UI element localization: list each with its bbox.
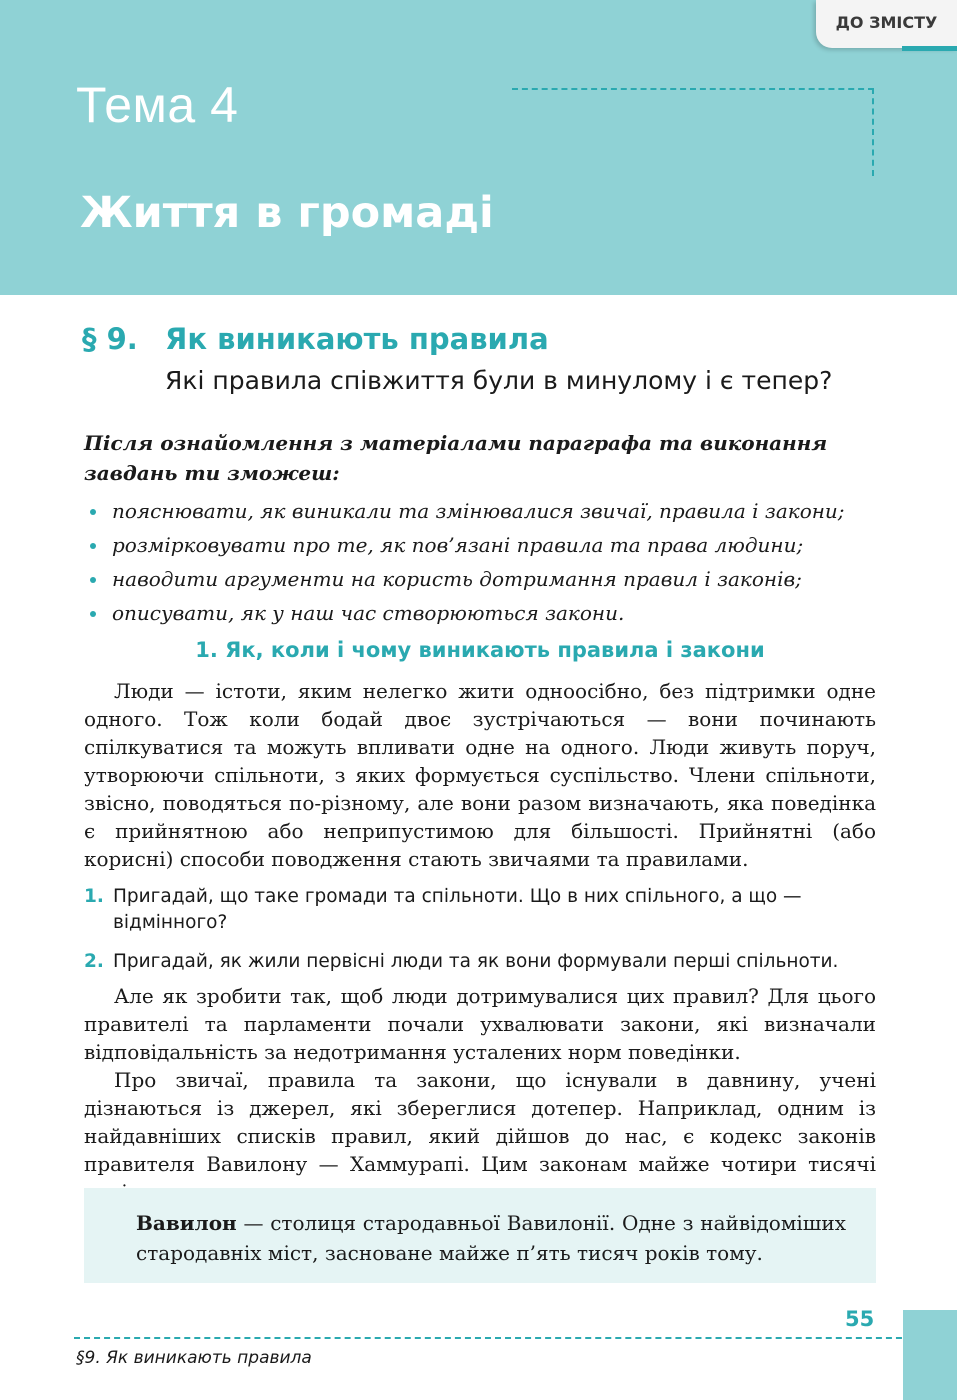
topic-banner	[0, 0, 957, 295]
definition-text: — столиця стародавньої Вавилонії. Одне з найвідоміших стародавніх міст, засноване майже п’ять тисяч років тому.	[136, 1211, 846, 1265]
page-number: 55	[845, 1307, 875, 1331]
footer-accent-strip	[903, 1310, 957, 1400]
question-text: Пригадай, як жили первісні люди та як вони формували перші спільноти.	[113, 951, 839, 972]
paragraph-title: Як виникають правила	[165, 322, 549, 356]
question-number: 2.	[84, 951, 104, 972]
learning-goal-item: наводити аргументи на користь дотримання правил і законів;	[84, 562, 876, 596]
question-text: Пригадай, що таке громади та спільноти. Що в них спільного, а що — відмінного?	[113, 886, 802, 933]
section-heading: 1. Як, коли і чому виникають правила і закони	[195, 638, 765, 662]
topic-title: Життя в громаді	[80, 188, 494, 238]
footer-divider	[74, 1337, 922, 1339]
topic-number: Тема 4	[76, 77, 239, 133]
learning-goals-intro: Після ознайомлення з матеріалами параграфа та виконання завдань ти зможеш:	[84, 431, 828, 485]
review-question	[84, 884, 876, 936]
toc-accent-strip	[902, 46, 957, 51]
review-question	[84, 949, 876, 975]
learning-goals	[84, 428, 876, 630]
question-number: 1.	[84, 886, 104, 907]
learning-goal-item: пояснювати, як виникали та змінювалися звичаї, правила і закони;	[84, 494, 876, 528]
definition-box	[84, 1188, 876, 1283]
running-footer: §9. Як виникають правила	[76, 1348, 312, 1368]
banner-dashed-frame	[512, 88, 874, 176]
learning-goals-list	[84, 494, 876, 630]
learning-goal-item: розмірковувати про те, як пов’язані правила та права людини;	[84, 528, 876, 562]
body-paragraph: Але як зробити так, щоб люди дотримувалися цих правил? Для цього правителі та парламенти почали ухвалювати закони, які визначали відповідальність за недотримання усталених норм поведінки.	[84, 984, 876, 1064]
body-paragraph: Про звичаї, правила та закони, що існували в давнину, учені дізнаються із джерел, які збереглися дотепер. Наприклад, одним із найдавніших списків правил, який дійшов до нас, є кодекс законів правителя Вавилону — Хаммурапі. Цим законам майже чотири тисячі	[84, 1068, 876, 1176]
paragraph-number: § 9.	[82, 322, 138, 356]
table-of-contents-button[interactable]: ДО ЗМІСТУ	[816, 0, 957, 48]
learning-goal-item: описувати, як у наш час створюються закони.	[84, 596, 876, 630]
body-paragraph: Люди — істоти, яким нелегко жити одноосібно, без підтримки одне одного. Тож коли бодай двоє зустрічаються — вони починають спілкуватися та можуть впливати одне на одного. Люди живуть поруч, утворюючи спільноти, з яких формується суспільство. Члени спільноти, звісно, поводяться по-різному, але вони разом визначають, яка поведінка є прийнятною або неприпустимою для більшості. Прийнятні (або корисні) способи поводження стають звичаями та правилами.	[84, 679, 876, 871]
paragraph-question: Які правила співжиття були в минулому і є тепер?	[165, 366, 833, 395]
definition-term: Вавилон	[136, 1211, 237, 1235]
